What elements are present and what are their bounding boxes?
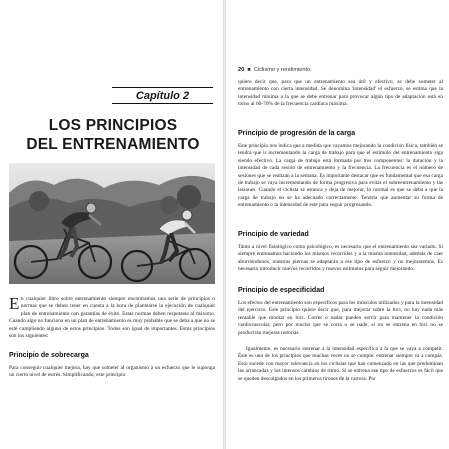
chapter-label-bar xyxy=(112,87,213,104)
chapter-label: Capítulo 2 xyxy=(135,89,190,102)
section-text-variedad: Tanto a nivel fisiológico como psicológico, es necesario que el entrenamiento sea variado. Si siempre entrenamos haciendo los mismos recorridos y a la misma intensidad, además de caer aburriéndonos, nuestras piernas se adaptarán a ese tipo de esfuerzo y no mejoraremos. Es necesario introducir nuevos recorridos y nuevos estímulos para seguir mejorando. xyxy=(238,244,443,273)
section-text-especificidad-2: Igualmente, es necesario entrenar a la intensidad específica a la que se vaya a competir. Éste es uno de los principios que muchas veces no se cumple: entrenar siempre va a compás. Esto sucede con mayor relevancia en los ciclistas que han comenzado en las que predominan las arrancadas y los intensos cambios de ritmo. Si se entrena ese tipo de esfuerzos es fácil que se queden descolgados en los primeros tirones de la carrera. Por xyxy=(238,346,443,382)
intro-paragraph xyxy=(9,296,215,340)
section-text-sobrecarga: Para conseguir cualquier mejora, hay que someter al organismo a un esfuerzo que le suponga un cierto nivel de estrés. Simplificando, este principio xyxy=(9,365,215,379)
intro-text: n cualquier libro sobre entrenamiento siempre encontramos una serie de principios o normas que se deben tener en cuenta a la hora de plantearse la ejecución de cualquier plan de entrenamiento con garantías de éxito. Estas normas deben respetarse al máximo. Cuando algo no funciona en un plan de entrenamiento es muy probable que se deba a que no se esté cumpliendo alguno de estos principios. Todos son igual de importantes. Estos principios son los siguientes: xyxy=(9,296,215,340)
running-head-title: Ciclismo y rendimiento xyxy=(253,67,311,73)
page-number: 20 xyxy=(238,67,245,73)
cyclists-illustration xyxy=(9,163,215,284)
cyclists-photo xyxy=(9,163,215,284)
chapter-title-line2: DEL ENTRENAMIENTO xyxy=(26,136,200,153)
section-heading-progresion: Principio de progresión de la carga xyxy=(238,130,356,137)
running-header xyxy=(238,67,310,73)
section-text-especificidad: Los efectos del entrenamiento son específicos para los músculos utilizados y para la intensidad del ejercicio. Este principio quiere decir que, para mejorar sobre la bici, no hay nada más rentable que montar en bici. Correr o nadar pueden servir para mantener la condición cardiovascular, pero por mucho que se corra o se nade, si no se entrena en bici no se producirán mejoras notorias. xyxy=(238,300,443,336)
header-separator-icon: ■ xyxy=(245,67,253,73)
left-page xyxy=(0,0,224,449)
section-heading-variedad: Principio de variedad xyxy=(238,231,309,238)
intro-dropcap: E xyxy=(9,294,20,313)
section-text-progresion: Este principio nos indica que a medida que vayamos mejorando la condición física, también se tendrá que ir incrementando la carga de trabajo para que el estímulo del entrenamiento siga siendo efectivo. La carga de trabajo está formada por tres componentes: la duración y la intensidad de cada sesión de entrenamiento y la frecuencia. La frecuencia es el número de sesiones que se realizan a la semana. Es importante destacar que es fundamental que esa carga de trabajo se vaya incrementando de forma progresiva para evitar el sobreentrenamiento y las lesiones. Cuando el ciclista se estanca y deja de mejorar, lo normal es que se deba a que la carga de trabajo no se ha adecuado correctamente. Tendría que aumentar su forma de entrenamiento o la intensidad de este para seguir progresando. xyxy=(238,143,443,209)
continued-paragraph: quiere decir que, para que un entrenamiento sea útil y efectivo, se debe someter al entrenamiento con cierta intensidad. Se denomina 'intensidad' el esfuerzo, se estima que la intensidad mínima a la que se debe entrenar para provocar algún tipo de adaptación está en torno al 60-70% de la frecuencia cardíaca máxima. xyxy=(238,79,443,108)
chapter-title xyxy=(10,116,216,154)
chapter-title-line1: LOS PRINCIPIOS xyxy=(48,117,178,134)
section-heading-sobrecarga: Principio de sobrecarga xyxy=(9,352,89,359)
right-page xyxy=(226,0,449,449)
section-heading-especificidad: Principio de especificidad xyxy=(238,287,325,294)
